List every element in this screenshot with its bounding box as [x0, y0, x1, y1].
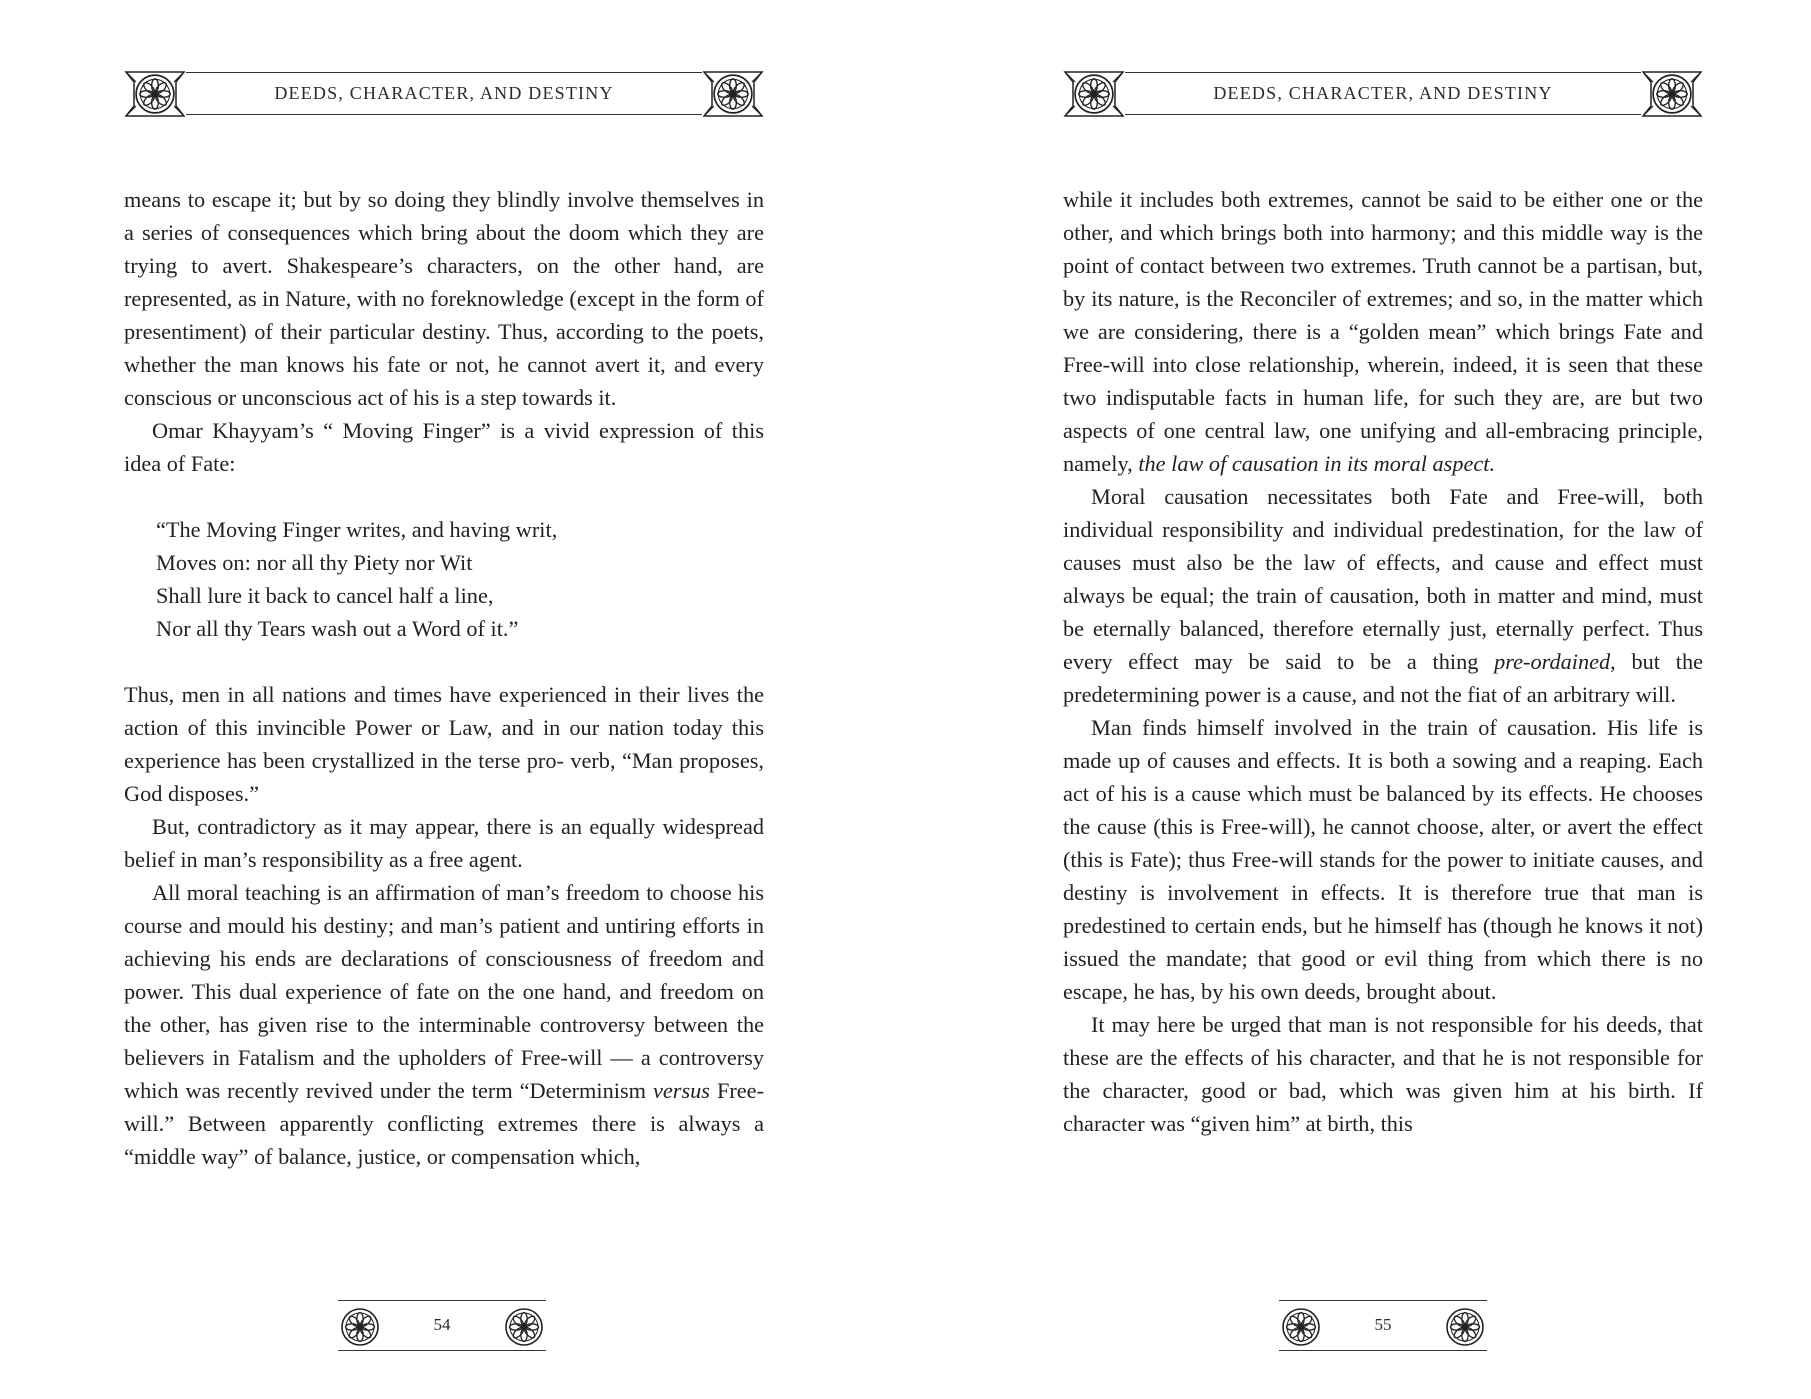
paragraph [124, 876, 764, 1173]
header-rule [124, 114, 764, 115]
paragraph: means to escape it; but by so doing they blindly involve themselves in a series of consequences which bring about the doom which they are trying to avert. Shakespeare’s characters, on the other hand, are represented, as in Nature, with no foreknowledge (except in the form of presentiment) of their particular destiny. Thus, according to the poets, whether the man knows his fate or not, he cannot avert it, and every conscious or unconscious act of his is a step towards it. [124, 187, 764, 410]
paragraph: Man finds himself involved in the train of causation. His life is made up of causes and effects. It is both a sowing and a reaping. Each act of his is a cause which must be balanced by its effects. He chooses the cause (this is Free-will), he cannot choose, alter, or avert the effect (this is Fate); thus Free-will stands for the power to initiate causes, and destiny is involvement in effects. It is therefore true that man is predestined to certain ends, but he himself has (though he knows it not) issued the mandate; that good or evil thing from which there is no escape, he has, by his own deeds, brought about. [1063, 715, 1703, 1004]
page-footer [338, 1298, 546, 1354]
verse-line: Shall lure it back to cancel half a line, [156, 583, 494, 608]
paragraph: But, contradictory as it may appear, there is an equally widespread belief in man’s responsibility as a free agent. [124, 814, 764, 872]
text-run: , but the predetermining power is a cause, and not the fiat of an arbitrary will. [1063, 649, 1703, 707]
rosette-ornament-icon [1443, 1305, 1487, 1349]
corner-rosette-ornament-icon [1641, 70, 1703, 118]
rosette-ornament-icon [338, 1305, 382, 1349]
running-head: DEEDS, CHARACTER, AND DESTINY [274, 83, 614, 103]
footer-rule [338, 1300, 546, 1301]
body-text [1063, 183, 1703, 1140]
paragraph: It may here be urged that man is not responsible for his deeds, that these are the effects of his character, and that he is not responsible for the character, good or bad, which was given him at his birth. If character was “given him” at birth, this [1063, 1012, 1703, 1136]
verse-line: “The Moving Finger writes, and having writ, [156, 517, 558, 542]
verse-line: Nor all thy Tears wash out a Word of it.” [156, 616, 519, 641]
footer-rule [1279, 1300, 1487, 1301]
footer-rule [338, 1350, 546, 1351]
page-header [124, 70, 764, 118]
text-run: while it includes both extremes, cannot be said to be either one or the other, and which brings both into harmony; and this middle way is the point of contact between two extremes. Truth cannot be a partisan, but, by its nature, is the Reconciler of extremes; and so, in the matter which we are considering, there is a “golden mean” which brings Fate and Free-will into close relationship, wherein, indeed, it is seen that these two indisputable facts in human life, for such they are, are but two aspects of one central law, one unifying and all-embracing principle, namely, [1063, 187, 1703, 476]
page-number: 55 [1374, 1315, 1392, 1334]
right-page [1063, 0, 1703, 1399]
left-page [124, 0, 764, 1399]
body-text [124, 183, 764, 1173]
paragraph: Thus, men in all nations and times have experienced in their lives the action of this invincible Power or Law, and in our nation today this experience has been crystallized in the terse pro- verb, “Man proposes, God disposes.” [124, 682, 764, 806]
paragraph: Omar Khayyam’s “ Moving Finger” is a vivid expression of this idea of Fate: [124, 418, 764, 476]
italic-text: the law of causation in its moral aspect. [1138, 451, 1496, 476]
page-number: 54 [433, 1315, 451, 1334]
corner-rosette-ornament-icon [124, 70, 186, 118]
running-head: DEEDS, CHARACTER, AND DESTINY [1213, 83, 1553, 103]
footer-rule [1279, 1350, 1487, 1351]
italic-text: versus [652, 1078, 710, 1103]
verse-line: Moves on: nor all thy Piety nor Wit [156, 550, 473, 575]
rosette-ornament-icon [502, 1305, 546, 1349]
italic-text: pre-ordained [1494, 649, 1611, 674]
corner-rosette-ornament-icon [1063, 70, 1125, 118]
header-rule [1063, 114, 1703, 115]
text-run: Free-will.” Between apparently conflicting extremes there is always a “middle way” of balance, justice, or compensation which, [124, 1078, 764, 1169]
text-run: All moral teaching is an affirmation of man’s freedom to choose his course and mould his destiny; and man’s patient and untiring efforts in achieving his ends are declarations of consciousness of freedom and power. This dual experience of fate on the one hand, and freedom on the other, has given rise to the interminable controversy between the believers in Fatalism and the upholders of Free-will — a controversy which was recently revived under the term “Determinism [124, 880, 764, 1103]
page-footer [1279, 1298, 1487, 1354]
header-rule [124, 72, 764, 73]
verse-quotation [156, 513, 764, 645]
text-run: Moral causation necessitates both Fate and Free-will, both individual responsibility and individual predestination, for the law of causes must also be the law of effects, and cause and effect must always be equal; the train of causation, both in matter and mind, must be eternally balanced, therefore eternally just, eternally perfect. Thus every effect may be said to be a thing [1063, 484, 1703, 674]
page-header [1063, 70, 1703, 118]
header-rule [1063, 72, 1703, 73]
paragraph [1063, 183, 1703, 480]
paragraph [1063, 480, 1703, 711]
corner-rosette-ornament-icon [702, 70, 764, 118]
rosette-ornament-icon [1279, 1305, 1323, 1349]
